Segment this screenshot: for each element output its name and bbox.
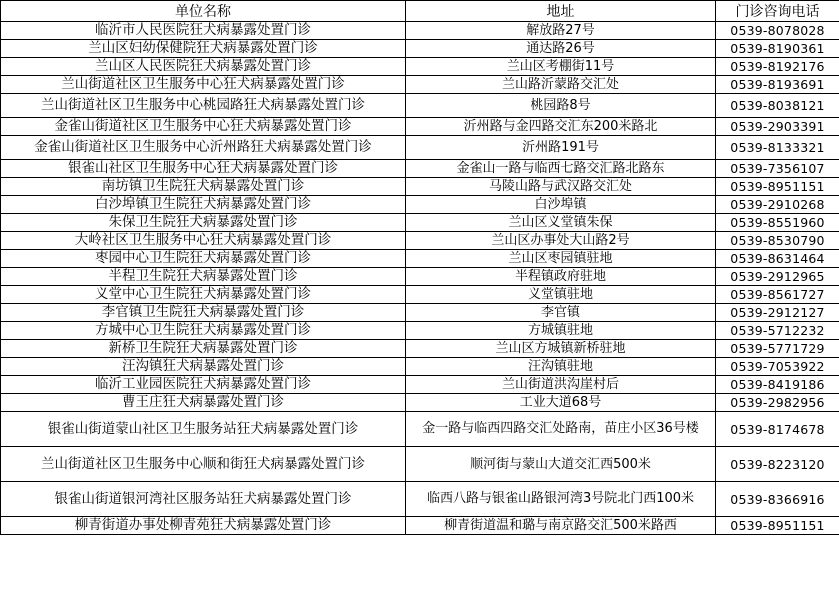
cell-address: 兰山区枣园镇驻地 bbox=[406, 250, 716, 268]
cell-name: 新桥卫生院狂犬病暴露处置门诊 bbox=[1, 340, 406, 358]
cell-phone: 0539-8190361 bbox=[716, 40, 839, 58]
cell-name: 兰山街道社区卫生服务中心狂犬病暴露处置门诊 bbox=[1, 76, 406, 94]
table-row bbox=[1, 250, 839, 268]
cell-name: 金雀山街道社区卫生服务中心沂州路狂犬病暴露处置门诊 bbox=[1, 136, 406, 160]
cell-name: 兰山街道社区卫生服务中心顺和街狂犬病暴露处置门诊 bbox=[1, 447, 406, 482]
table-row bbox=[1, 412, 839, 447]
table-row bbox=[1, 268, 839, 286]
cell-address: 白沙埠镇 bbox=[406, 196, 716, 214]
cell-phone: 0539-8951151 bbox=[716, 517, 839, 535]
cell-phone: 0539-2903391 bbox=[716, 118, 839, 136]
cell-address: 马陵山路与武汉路交汇处 bbox=[406, 178, 716, 196]
cell-phone: 0539-8561727 bbox=[716, 286, 839, 304]
cell-phone: 0539-8038121 bbox=[716, 94, 839, 118]
cell-name: 银雀山社区卫生服务中心狂犬病暴露处置门诊 bbox=[1, 160, 406, 178]
cell-phone: 0539-8193691 bbox=[716, 76, 839, 94]
table-row bbox=[1, 304, 839, 322]
cell-name: 金雀山街道社区卫生服务中心狂犬病暴露处置门诊 bbox=[1, 118, 406, 136]
table-row bbox=[1, 358, 839, 376]
cell-phone: 0539-8174678 bbox=[716, 412, 839, 447]
cell-name: 半程卫生院狂犬病暴露处置门诊 bbox=[1, 268, 406, 286]
header-name: 单位名称 bbox=[1, 1, 406, 22]
cell-phone: 0539-8951151 bbox=[716, 178, 839, 196]
table-row bbox=[1, 58, 839, 76]
table-row bbox=[1, 196, 839, 214]
cell-address: 临西八路与银雀山路银河湾3号院北门西100米 bbox=[406, 482, 716, 517]
cell-phone: 0539-8223120 bbox=[716, 447, 839, 482]
cell-phone: 0539-8530790 bbox=[716, 232, 839, 250]
cell-name: 李官镇卫生院狂犬病暴露处置门诊 bbox=[1, 304, 406, 322]
cell-phone: 0539-5712232 bbox=[716, 322, 839, 340]
cell-phone: 0539-5771729 bbox=[716, 340, 839, 358]
cell-phone: 0539-8078028 bbox=[716, 22, 839, 40]
cell-phone: 0539-7356107 bbox=[716, 160, 839, 178]
cell-address: 沂州路与金四路交汇东200米路北 bbox=[406, 118, 716, 136]
cell-phone: 0539-8631464 bbox=[716, 250, 839, 268]
cell-name: 白沙埠镇卫生院狂犬病暴露处置门诊 bbox=[1, 196, 406, 214]
cell-name: 方城中心卫生院狂犬病暴露处置门诊 bbox=[1, 322, 406, 340]
cell-phone: 0539-2910268 bbox=[716, 196, 839, 214]
table-row bbox=[1, 22, 839, 40]
table-row bbox=[1, 136, 839, 160]
cell-name: 大岭社区卫生服务中心狂犬病暴露处置门诊 bbox=[1, 232, 406, 250]
table-row bbox=[1, 76, 839, 94]
cell-phone: 0539-2912127 bbox=[716, 304, 839, 322]
cell-address: 义堂镇驻地 bbox=[406, 286, 716, 304]
table-row bbox=[1, 376, 839, 394]
cell-address: 金雀山一路与临西七路交汇路北路东 bbox=[406, 160, 716, 178]
cell-name: 曹王庄狂犬病暴露处置门诊 bbox=[1, 394, 406, 412]
cell-name: 兰山区人民医院狂犬病暴露处置门诊 bbox=[1, 58, 406, 76]
cell-address: 解放路27号 bbox=[406, 22, 716, 40]
header-phone: 门诊咨询电话 bbox=[716, 1, 839, 22]
cell-name: 汪沟镇狂犬病暴露处置门诊 bbox=[1, 358, 406, 376]
cell-address: 通达路26号 bbox=[406, 40, 716, 58]
table-row bbox=[1, 118, 839, 136]
table-row bbox=[1, 340, 839, 358]
cell-address: 工业大道68号 bbox=[406, 394, 716, 412]
cell-address: 金一路与临西四路交汇处路南，苗庄小区36号楼 bbox=[406, 412, 716, 447]
cell-name: 义堂中心卫生院狂犬病暴露处置门诊 bbox=[1, 286, 406, 304]
cell-address: 桃园路8号 bbox=[406, 94, 716, 118]
cell-address: 半程镇政府驻地 bbox=[406, 268, 716, 286]
cell-phone: 0539-8551960 bbox=[716, 214, 839, 232]
cell-phone: 0539-7053922 bbox=[716, 358, 839, 376]
cell-name: 南坊镇卫生院狂犬病暴露处置门诊 bbox=[1, 178, 406, 196]
cell-address: 汪沟镇驻地 bbox=[406, 358, 716, 376]
cell-phone: 0539-8192176 bbox=[716, 58, 839, 76]
cell-address: 方城镇驻地 bbox=[406, 322, 716, 340]
cell-phone: 0539-8419186 bbox=[716, 376, 839, 394]
table-row bbox=[1, 178, 839, 196]
cell-name: 临沂工业园医院狂犬病暴露处置门诊 bbox=[1, 376, 406, 394]
cell-name: 兰山区妇幼保健院狂犬病暴露处置门诊 bbox=[1, 40, 406, 58]
table-row bbox=[1, 94, 839, 118]
cell-phone: 0539-2912965 bbox=[716, 268, 839, 286]
header-address: 地址 bbox=[406, 1, 716, 22]
table-row bbox=[1, 160, 839, 178]
cell-address: 兰山区义堂镇朱保 bbox=[406, 214, 716, 232]
cell-address: 兰山区考棚街11号 bbox=[406, 58, 716, 76]
table-row bbox=[1, 286, 839, 304]
table-row bbox=[1, 40, 839, 58]
cell-phone: 0539-2982956 bbox=[716, 394, 839, 412]
table-row bbox=[1, 232, 839, 250]
cell-name: 临沂市人民医院狂犬病暴露处置门诊 bbox=[1, 22, 406, 40]
table-row bbox=[1, 394, 839, 412]
cell-address: 顺河街与蒙山大道交汇西500米 bbox=[406, 447, 716, 482]
cell-name: 银雀山街道银河湾社区服务站狂犬病暴露处置门诊 bbox=[1, 482, 406, 517]
cell-address: 柳青街道温和璐与南京路交汇500米路西 bbox=[406, 517, 716, 535]
table-row bbox=[1, 322, 839, 340]
header-row bbox=[1, 1, 839, 22]
table-row bbox=[1, 517, 839, 535]
cell-phone: 0539-8133321 bbox=[716, 136, 839, 160]
cell-phone: 0539-8366916 bbox=[716, 482, 839, 517]
cell-name: 兰山街道社区卫生服务中心桃园路狂犬病暴露处置门诊 bbox=[1, 94, 406, 118]
cell-address: 兰山区办事处大山路2号 bbox=[406, 232, 716, 250]
cell-address: 兰山区方城镇新桥驻地 bbox=[406, 340, 716, 358]
cell-name: 朱保卫生院狂犬病暴露处置门诊 bbox=[1, 214, 406, 232]
cell-address: 兰山街道洪沟崖村后 bbox=[406, 376, 716, 394]
cell-address: 兰山路沂蒙路交汇处 bbox=[406, 76, 716, 94]
cell-name: 柳青街道办事处柳青苑狂犬病暴露处置门诊 bbox=[1, 517, 406, 535]
cell-address: 李官镇 bbox=[406, 304, 716, 322]
cell-address: 沂州路191号 bbox=[406, 136, 716, 160]
table-row bbox=[1, 214, 839, 232]
cell-name: 枣园中心卫生院狂犬病暴露处置门诊 bbox=[1, 250, 406, 268]
table-row bbox=[1, 482, 839, 517]
cell-name: 银雀山街道蒙山社区卫生服务站狂犬病暴露处置门诊 bbox=[1, 412, 406, 447]
table-row bbox=[1, 447, 839, 482]
